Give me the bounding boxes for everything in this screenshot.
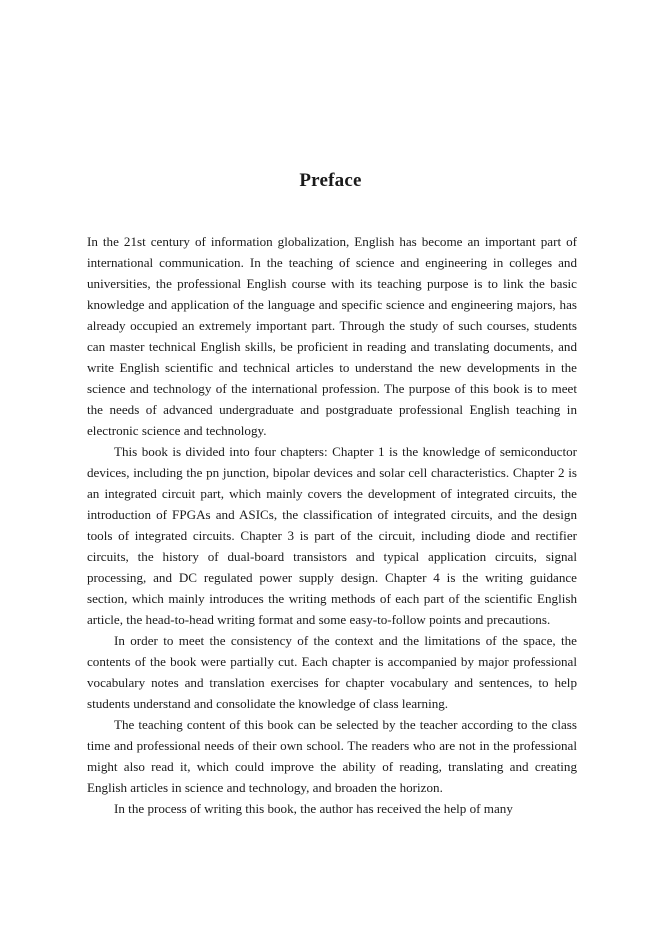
paragraph-consistency: In order to meet the consistency of the context and the limitations of the space, the contents of the book were partially cut. Each chapter is accompanied by major professional vocabulary notes and translation exercises for chapter vocabulary and sentences, to help students understand and consolidate the knowledge of class learning. xyxy=(87,633,577,711)
paragraph-chapters: This book is divided into four chapters: Chapter 1 is the knowledge of semiconductor devices, including the pn junction, bipolar devices and solar cell characteristics. Chapter 2 is an integrated circuit part, which mainly covers the development of integrated circuits, the introduction of FPGAs and ASICs, the classification of integrated circuits, and the design tools of integrated circuits. Chapter 3 is part of the circuit, including diode and rectifier circuits, the history of dual-board transistors and typical application circuits, signal processing, and DC regulated power supply design. Chapter 4 is the writing guidance section, which mainly introduces the writing methods of each part of the scientific English article, the head-to-head writing format and some easy-to-follow points and precautions. xyxy=(87,444,577,627)
paragraph-teaching-content: The teaching content of this book can be selected by the teacher according to the class time and professional needs of their own school. The readers who are not in the professional might also read it, which could improve the ability of reading, translating and creating English articles in science and technology, and broaden the horizon. xyxy=(87,717,577,795)
paragraph-acknowledgement: In the process of writing this book, the author has received the help of many xyxy=(114,801,513,816)
preface-body xyxy=(87,231,577,819)
page-title: Preface xyxy=(299,170,362,191)
paragraph-intro: In the 21st century of information globalization, English has become an important part of international communication. In the teaching of science and engineering in colleges and universities, the professional English course with its teaching purpose is to link the basic knowledge and application of the language and specific science and engineering majors, has already occupied an extremely important part. Through the study of such courses, students can master technical English skills, be proficient in reading and translating documents, and write English scientific and technical articles to understand the new developments in the science and technology of the international profession. The purpose of this book is to meet the needs of advanced undergraduate and postgraduate professional English teaching in electronic science and technology. xyxy=(87,234,577,438)
